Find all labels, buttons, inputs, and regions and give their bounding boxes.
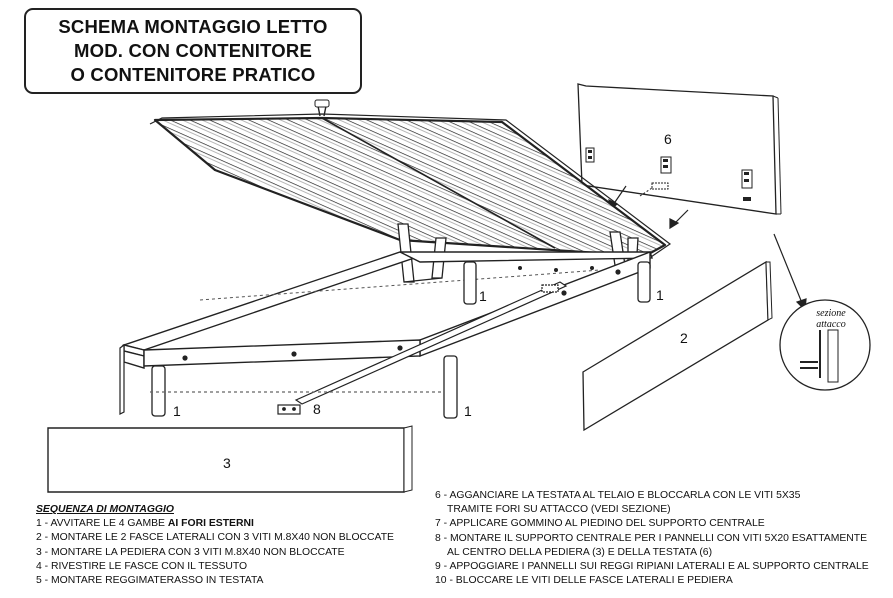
sequence-heading: SEQUENZA DI MONTAGGIO: [36, 504, 174, 515]
callout-side-panel: 2: [680, 330, 688, 346]
left-end-panel: [120, 345, 124, 414]
step-9: 9 - APPOGGIARE I PANNELLI SUI REGGI RIPIANI LATERALI E AL SUPPORTO CENTRALE: [435, 561, 869, 573]
side-panel: [583, 262, 772, 430]
sequence-right: [435, 489, 869, 588]
step-4: 4 - RIVESTIRE LE FASCE CON IL TESSUTO: [36, 560, 248, 572]
sequence-left: [36, 503, 394, 588]
headboard-bracket-left: [586, 148, 594, 162]
headboard-panel: [578, 84, 781, 214]
step-5: 5 - MONTARE REGGIMATERASSO IN TESTATA: [36, 575, 264, 587]
step-2: 2 - MONTARE LE 2 FASCE LATERALI CON 3 VITI M.8X40 NON BLOCCATE: [36, 532, 394, 544]
step-6: 6 - AGGANCIARE LA TESTATA AL TELAIO E BLOCCARLA CON LE VITI 5X35: [435, 490, 801, 501]
step-10: 10 - BLOCCARE LE VITI DELLE FASCE LATERALI E PEDIERA: [435, 575, 733, 587]
step-7: 7 - APPLICARE GOMMINO AL PIEDINO DEL SUPPORTO CENTRALE: [435, 518, 765, 530]
headboard-bracket-center: [661, 157, 671, 173]
step-6-cont: TRAMITE FORI SU ATTACCO (VEDI SEZIONE): [447, 504, 671, 516]
title-line-3: O CONTENITORE PRATICO: [70, 64, 316, 85]
callout-foot-panel: 3: [223, 455, 231, 471]
headboard-bracket-right: [742, 170, 752, 188]
step-3: 3 - MONTARE LA PEDIERA CON 3 VITI M.8X40 NON BLOCCATE: [36, 546, 345, 558]
step-8-cont: AL CENTRO DELLA PEDIERA (3) E DELLA TESTATA (6): [447, 546, 713, 558]
step-8: 8 - MONTARE IL SUPPORTO CENTRALE PER I PANNELLI CON VITI 5X20 ESATTAMENTE: [435, 532, 868, 544]
callout-leg-right-back: 1: [656, 287, 664, 303]
section-label: sezione attacco: [816, 308, 846, 330]
title-line-2: MOD. CON CONTENITORE: [74, 40, 312, 61]
title-line-1: SCHEMA MONTAGGIO LETTO: [58, 16, 328, 37]
callout-leg-front-left: 1: [173, 403, 181, 419]
callout-headboard: 6: [664, 131, 672, 147]
bed-frame: [124, 252, 652, 368]
callout-leg-back: 1: [479, 288, 487, 304]
step-1: 1 - AVVITARE LE 4 GAMBE AI FORI ESTERNI: [36, 518, 254, 530]
callout-leg-front-right: 1: [464, 403, 472, 419]
callout-central-support: 8: [313, 401, 321, 417]
